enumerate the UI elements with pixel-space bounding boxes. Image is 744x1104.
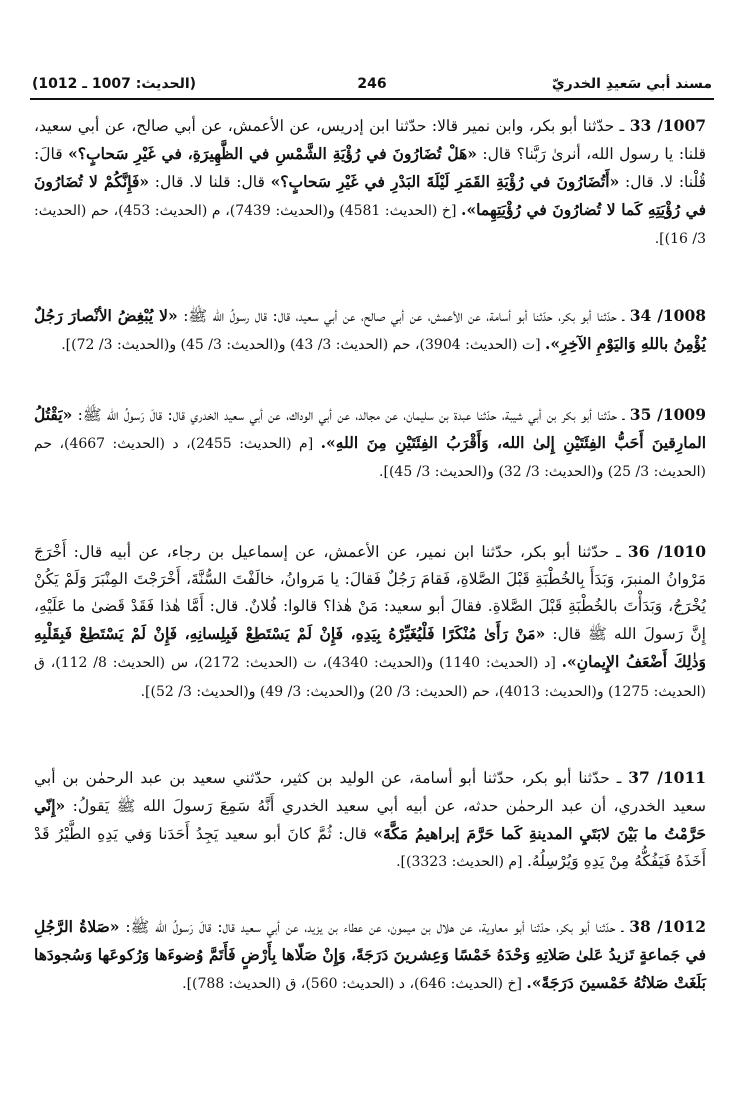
hadith-1010 (34, 538, 706, 706)
prophetic-quote: «لا يُبْغِضُ الأنْصارَ رَجُلٌ يُؤْمِنُ باللهِ وَاليَوْمِ الآخِرِ». (34, 305, 706, 353)
prophetic-quote: «أَتُضَارُونَ في رُؤْيَةِ القَمَرِ لَيْلَةَ البَدْرِ في غَيْرِ سَحابٍ؟» (270, 171, 620, 191)
page-header (30, 72, 714, 100)
source-references: [خ (الحديث: 646)، د (الحديث: 560)، ق (الحديث: 788)]. (182, 975, 527, 992)
prophetic-quote: «فَإِنَّكُمْ لا تُضَارُونَ في رُؤْيَتِهِ كَما لا تُضارُونَ في رُؤْيَتِهِما». (34, 171, 706, 220)
hadith-number: 1009/ 35 (629, 404, 706, 424)
hadith-text: قالَ: قُلْنا: لا. قال: (34, 144, 706, 191)
hadith-1007 (34, 112, 706, 254)
prophetic-quote: «مَنْ رَأَىٰ مُنْكَرًا فَلْيُغَيِّرْهُ بِيَدِهِ، فَإِنْ لَمْ يَسْتَطِعْ فَبِلِسانِهِ، فَإِنْ لَمْ يَسْتَطِعْ فَبِقَلْبِهِ وَذٰلِكَ أَضْعَفُ الإِيمانِ». (34, 624, 706, 672)
hadith-text: قال: ثُمَّ كانَ أبو سعيد يَجِدُ أَحَدَنا وَفي يَدِهِ الطَّيْرُ قَدْ أَخَذَهُ فَيَفُكُّهُ مِنْ يَدِهِ وَيُرْسِلُهُ. (34, 824, 706, 871)
hadith-number: 1010/ 36 (627, 541, 706, 561)
hadith-1011 (34, 764, 706, 877)
hadith-1012 (34, 913, 706, 999)
hadith-isnad: ـ حدّثنا أبو بكر، حدّثنا ابن نمير، عن الأعمش، عن إسماعيل بن رجاء، عن أبيه قال: أَخْرَجَ مَرْوانُ المنبرَ، وَبَدَأَ بِالخُطْبَةِ قَبْلَ الصَّلاةِ، فَقامَ رَجُلٌ فَقالَ: يا مَروانُ، خالَفْتَ السُّنَّةَ، أَخْرَجْتَ المِنْبَرَ وَلَمْ يَكُنْ يُخْرَجُ، وَبَدَأْتَ بالخُطْبَةِ قَبْلَ الصَّلاةِ. فقالَ أبو سعيد: مَنْ هٰذا؟ قالوا: فُلانٌ. قال: أَمَّا هٰذا فَقَدْ قَضىٰ ما عَلَيْهِ، إِنَّ رَسولَ الله ﷺ قال: (34, 542, 706, 644)
source-references: [ت (الحديث: 3904)، حم (الحديث: 3/ 43) و(الحديث: 3/ 45) و(الحديث: 3/ 72)]. (61, 336, 546, 353)
prophetic-quote: «صَلاةُ الرَّجُلِ في جَماعةٍ تَزيدُ عَلىٰ صَلاتِهِ وَحْدَهُ خَمْسًا وَعِشرينَ دَرَجَةً، وَإِنْ صَلّاها بِأَرْضٍ فَأَتَمَّ وُضوءَها وَرُكوعَها وَسُجودَها بَلَغَتْ صَلاتُهُ خَمْسينَ دَرَجَةً». (34, 916, 706, 992)
hadith-isnad: ـ حدّثنا أبو بكر، حدّثنا أبو أسامة، عن الوليد بن كثير، حدّثني سعيد بن عبد الرحمٰن بن أبي سعيد الخدري، أن عبد الرحمٰن حدثه، عن أبيه أبي سعيد الخدري أَنَّهُ سَمِعَ رَسولَ الله ﷺ يَقولُ: (34, 768, 707, 815)
hadith-number: 1008/ 34 (629, 305, 707, 325)
hadith-isnad: ـ حدّثنا أبو بكر بن أبي شيبة، حدّثنا عبدة بن سليمان، عن مجالد، عن أبي الوداك، عن أبي سعيد الخدري قال: قالَ رَسولُ الله ﷺ: (77, 405, 625, 424)
hadith-1009 (34, 401, 706, 487)
hadith-isnad: ـ حدّثنا أبو بكر، حدّثنا أبو أسامة، عن الأعمش، عن أبي صالح، عن أبي سعيد، قال: قال رسولُ الله ﷺ: (183, 306, 625, 325)
prophetic-quote: «يَقْتُلُ المارِقينَ أَحَبُّ الفِئَتَيْنِ إِلىٰ الله، وَأَقْرَبُ الفِئَتَيْنِ مِنَ اللهِ». (34, 404, 707, 452)
hadith-isnad: ـ حدّثنا أبو بكر، حدّثنا أبو معاوية، عن هلال بن ميمون، عن عطاء بن يزيد، عن أبي سعيد قال: قالَ رَسولُ الله ﷺ: (125, 917, 624, 936)
hadith-text: قال: قلنا لا. قال: (154, 172, 271, 191)
hadith-range: (الحديث: 1007 ـ 1012) (32, 76, 197, 92)
source-references: [م (الحديث: 2455)، د (الحديث: 4667)، حم (الحديث: 3/ 25) و(الحديث: 3/ 32) و(الحديث: 3/ 45)]. (34, 435, 706, 480)
book-title: مسند أبي سَعيدِ الخدريّ (551, 76, 712, 92)
source-references: [م (الحديث: 3323)]. (396, 854, 527, 871)
prophetic-quote: «هَلْ تُضَارُونَ في رُؤْيَةِ الشَّمْسِ في الظَّهِيرَةِ، في غَيْرِ سَحابٍ؟» (68, 143, 477, 163)
source-references: [خ (الحديث: 4581) و(الحديث: 7439)، م (الحديث: 453)، حم (الحديث: 3/ 16)]. (34, 203, 706, 248)
hadith-number: 1012/ 38 (629, 916, 706, 936)
hadith-number: 1011/ 37 (628, 767, 707, 787)
source-references: [د (الحديث: 1140) و(الحديث: 4340)، ت (الحديث: 2172)، س (الحديث: 8/ 112)، ق (الحديث: 1275) و(الحديث: 4013)، حم (الحديث: 3/ 20) و(الحديث: 3/ 49) و(الحديث: 3/ 52)]. (34, 655, 706, 700)
page-number: 246 (357, 76, 387, 92)
hadith-isnad: ـ حدّثنا أبو بكر، وابن نمير قالا: حدّثنا ابن إدريس، عن الأعمش، عن أبي صالح، عن أبي سعيد، قلنا: يا رسول الله، أنرىٰ رَبَّنا؟ قال: (34, 116, 706, 163)
hadith-1008 (34, 302, 706, 359)
prophetic-quote: «إِنّي حَرَّمْتُ ما بَيْنَ لابَتَيِ المدينةِ كَما حَرَّمَ إبراهيمُ مَكَّةَ» (34, 795, 706, 843)
hadith-number: 1007/ 33 (629, 115, 707, 135)
